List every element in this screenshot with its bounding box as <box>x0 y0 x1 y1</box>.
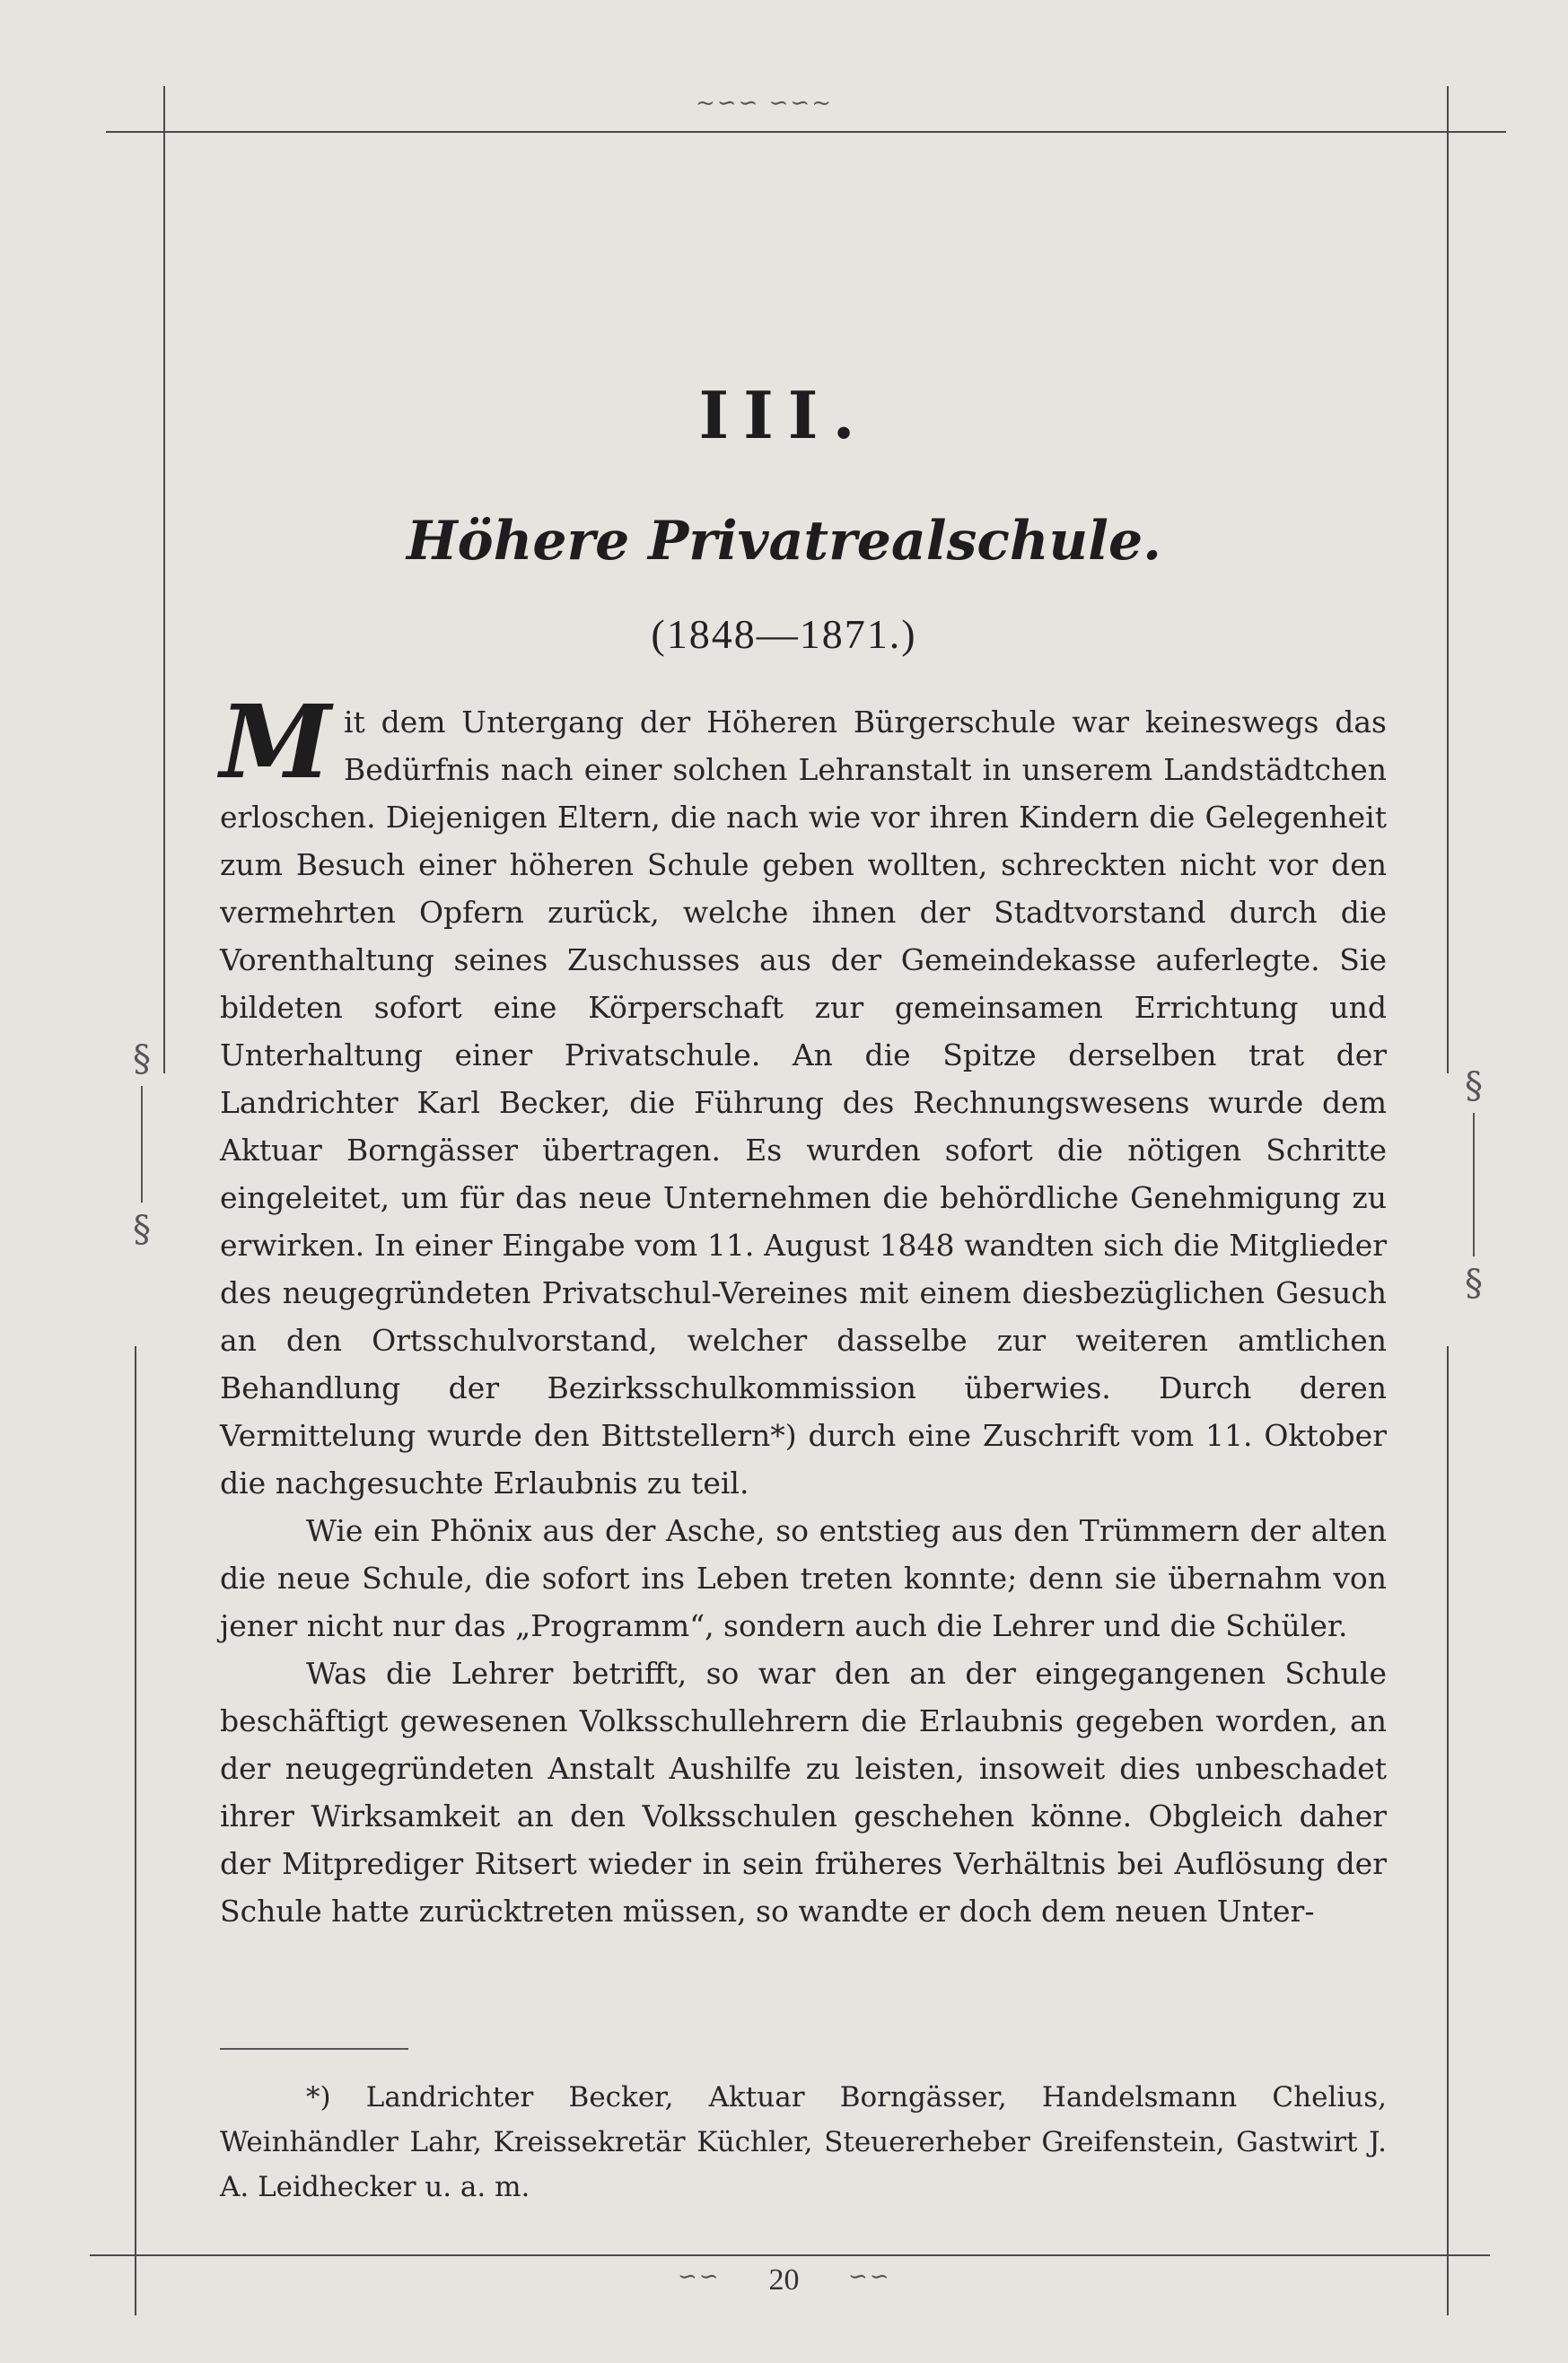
left-frame-rule <box>163 86 165 1073</box>
top-ornament: ~∽∽ ∽∽~ <box>696 90 833 117</box>
bottom-left-ornament: ∽∽ <box>678 2263 721 2290</box>
left-frame-rule-lower <box>135 1346 136 2315</box>
chapter-title: Höhere Privatrealschule. <box>406 510 1162 573</box>
drop-cap: M <box>220 684 331 801</box>
footnote-text: *) Landrichter Becker, Aktuar Borngässer, Handelsmann Chelius, Weinhändler Lahr, Kreissekretär Küchler, Steuererheber Greifenstein, Gastwirt J. A. Leidhecker u. a. m. <box>220 2081 1387 2203</box>
page-number: 20 <box>768 2263 800 2297</box>
paragraph-2: Wie ein Phönix aus der Asche, so entstieg aus den Trümmern der alten die neue Schule, die sofort ins Leben treten konnte; denn sie übernahm von jener nicht nur das „Programm“, sondern auch die Lehrer und die Schüler. <box>220 1513 1387 1643</box>
bottom-frame-rule <box>90 2254 1490 2256</box>
top-frame-rule <box>106 131 1506 133</box>
chapter-years: (1848—1871.) <box>651 611 917 657</box>
right-frame-rule <box>1447 86 1449 1073</box>
right-frame-rule-lower <box>1447 1346 1449 2315</box>
left-side-ornament: § § <box>133 1038 151 1250</box>
footnote <box>220 2075 1387 2210</box>
body-text <box>220 684 1387 1935</box>
paragraph-1 <box>220 684 1387 1507</box>
footnote-divider <box>220 2048 408 2050</box>
bottom-right-ornament: ∽∽ <box>848 2263 891 2290</box>
paragraph-1-text: it dem Untergang der Höheren Bürgerschule war keineswegs das Bedürfnis nach einer solchen Lehranstalt in unserem Landstädtchen erloschen. Diejenigen Eltern, die nach wie vor ihren Kindern die Gelegenheit zum Besuch einer höheren Schule geben wollten, schreckten nicht vor den vermehrten Opfern zurück, welche ihnen der Stadtvorstand durch die Vorenthaltung seines Zuschusses aus der Gemeindekasse auferlegte. Sie bildeten sofort eine Körperschaft zur gemeinsamen Errichtung und Unterhaltung einer Privatschule. An die Spitze derselben trat der Landrichter Karl Becker, die Führung des Rechnungswesens wurde dem Aktuar Borngässer übertragen. Es wurden sofort die nötigen Schritte eingeleitet, um für das neue Unternehmen die behördliche Genehmigung zu erwirken. In einer Eingabe vom 11. August 1848 wandten sich die Mitglieder des neugegründeten Privatschul-Vereines mit einem diesbezüglichen Gesuch an den Ortsschulvorstand, welcher dasselbe zur weiteren amtlichen Behandlung der Bezirksschulkommission überwies. Durch deren Vermittelung wurde den Bittstellern*) durch eine Zuschrift vom 11. Oktober die nachgesuchte Erlaubnis zu teil. <box>220 705 1387 1501</box>
right-side-ornament: § § <box>1465 1065 1483 1304</box>
chapter-number: III. <box>698 377 870 453</box>
paragraph-3: Was die Lehrer betrifft, so war den an der eingegangenen Schule beschäftigt gewesenen Volksschullehrern die Erlaubnis gegeben worden, an der neugegründeten Anstalt Aushilfe zu leisten, insoweit dies unbeschadet ihrer Wirksamkeit an den Volksschulen geschehen könne. Obgleich daher der Mitprediger Ritsert wieder in sein früheres Verhältnis bei Auflösung der Schule hatte zurücktreten müssen, so wandte er doch dem neuen Unter- <box>220 1656 1387 1929</box>
